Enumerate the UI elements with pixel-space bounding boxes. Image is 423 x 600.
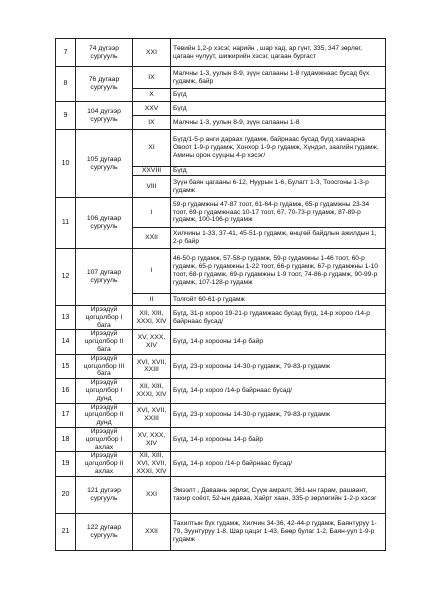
area-description: Бүгд [171,102,386,116]
area-description: Бүгд, 14-р хороо /14-р байрнаас бусад/ [171,379,386,403]
row-number: 11 [56,198,76,249]
table-row [56,403,386,427]
area-description: Бүгд, 23-р хорооны 14-30-р гудамж, 79-83-р гудамж [171,354,386,378]
table-row [56,513,386,550]
khoroo-number: I [133,249,171,294]
row-number: 19 [56,452,76,476]
row-number: 21 [56,513,76,550]
khoroo-number: IX [133,116,171,130]
table-body [56,39,386,551]
school-name: 122 дугаар сургууль [76,513,133,550]
school-district-table [55,38,386,551]
khoroo-number: X [133,89,171,102]
row-number: 14 [56,330,76,354]
table-row [56,452,386,476]
khoroo-number: XXII [133,513,171,550]
area-description: Эмээлт , Даваань зөрлэг, Сүүж амралт, 361-ын гарам, рашаант, тахир соёот, 52-ын даваа, Хайрт хаан, 335-р зөрлөгийн 1-2-р хэсэг [171,476,386,513]
row-number: 20 [56,476,76,513]
area-description: Зүүн баян цагааны 6-12, Нуурын 1-6, Булагт 1-3, Тоосгоны 1-3-р гудамж [171,176,386,198]
table-row [56,379,386,403]
row-number: 17 [56,403,76,427]
area-description: Бүгд, 14-р хорооны 14-р байр [171,330,386,354]
school-name: 106 дугаар сургууль [76,198,133,249]
khoroo-number: XII, XIII, XXXI, XIV [133,306,171,330]
school-name: Ирээдүй цогцолбор I бага [76,306,133,330]
row-number: 13 [56,306,76,330]
row-number: 9 [56,102,76,130]
school-name: Ирээдүй цогцолбор III бага [76,354,133,378]
school-name: 74 дүгээр сургууль [76,39,133,67]
school-name: Ирээдүй цогцолбор II дунд [76,403,133,427]
row-number: 10 [56,130,76,198]
khoroo-number: XV, XXX, XIV [133,330,171,354]
area-description: Бүгд, 31-р хороо 19-21-р гудамжаас бусад бүгд, 14-р хороо /14-р байрнаас бусад/ [171,306,386,330]
school-name: Ирээдүй цогцолбор I ахлах [76,427,133,451]
table-row [56,330,386,354]
khoroo-number: XXVIII [133,167,171,176]
khoroo-number: VIII [133,176,171,198]
row-number: 18 [56,427,76,451]
row-number: 16 [56,379,76,403]
khoroo-number: XI [133,130,171,167]
khoroo-number: XVI, XVII, XXIII [133,403,171,427]
area-description: Бүгд, 14-р хорооны 14-р байр [171,427,386,451]
area-description: Тахилтын бүх гудамж, Хилчин 34-36, 42-44-р гудамж, Баянтуруу 1-79, Зуунтуруу 1-8, Шар цацэг 1-43, Бөөр булаг 1-2, Баян-уул 1-9-р гудамж [171,513,386,550]
table-row [56,198,386,228]
khoroo-number: XXV [133,102,171,116]
area-description: 59-р гудамжны 47-87 тоот, 61-64-р гудамж, 65-р гудамжны 23-34 тоот, 69-р гудамжнаас 10-17 тоот, 67, 70-73-р гудамж, 87-89-р гудамж, 100-106-р гудамж [171,198,386,228]
row-number: 12 [56,249,76,306]
school-name: Ирээдүй цогцолбор II бага [76,330,133,354]
area-description: 46-50-р гудамж, 57-58-р гудамж, 59-р гудамжны 1-46 тоот, 60-р гудамж, 65-р гудамжны 1-22 тоот, 66-р гудамж, 67-р гудамжны 1-10 тоот, 68-р гудамж, 69-р гудамжны 1-9 тоот, 74-86-р гудамж, 90-99-р гудамж, 107-128-р гудамж [171,249,386,294]
table-row [56,354,386,378]
table-row [56,306,386,330]
area-description: Бүгд, 23-р хорооны 14-30-р гудамж, 79-83-р гудамж [171,403,386,427]
table-row [56,67,386,89]
area-description: Төвийн 1,2-р хэсэг, нарийн , шар хад, ар гүнт, 335, 347 зөрлөг, цагаан чулуут, шижирийн хэсэг, цагаан бургаст [171,39,386,67]
table-row [56,39,386,67]
school-name: 76 дугаар сургууль [76,67,133,102]
table-row [56,102,386,116]
khoroo-number: XXI [133,476,171,513]
area-description: Бүгд, 14-р хороо /14-р байрнаас бусад/ [171,452,386,476]
khoroo-number: II [133,294,171,306]
row-number: 7 [56,39,76,67]
area-description: Малчны 1-3, уулын 8-9, зүүн салааны 1-8 [171,116,386,130]
school-name: Ирээдүй цогцолбор I дунд [76,379,133,403]
school-name: 105 дугаар сургууль [76,130,133,198]
table-row [56,427,386,451]
area-description: Бүгд/1-5-р анги дараах гудамж, байрнаас бусад бүгд хамаарна Овоот 1-9-р гудамж, Хонхор 1-9-р гудамж, Хүндэл, заагийн гудамж, Амины орон сууцны 4-р хэсэг/ [171,130,386,167]
khoroo-number: XXI [133,39,171,67]
area-description: Малчны 1-3, уулын 8-9, зүүн салааны 1-8 гудамжнаас бусад бүх гудамж, байр [171,67,386,89]
khoroo-number: I [133,198,171,228]
khoroo-number: XII, XIII, XVI, XVII, XXXI, XIV [133,452,171,476]
table-row [56,130,386,167]
khoroo-number: IX [133,67,171,89]
row-number: 8 [56,67,76,102]
area-description: Бүгд [171,167,386,176]
school-name: 107 дугаар сургууль [76,249,133,306]
khoroo-number: XVI, XVII, XXIII [133,354,171,378]
row-number: 15 [56,354,76,378]
khoroo-number: XII, XIII, XXXI, XIV [133,379,171,403]
school-name: 121 дүгээр сургууль [76,476,133,513]
khoroo-number: XXII [133,228,171,249]
area-description: Толгойт 60-61-р гудамж [171,294,386,306]
school-name: Ирээдүй цогцолбор II ахлах [76,452,133,476]
table-row [56,249,386,294]
area-description: Хилчины 1-33, 37-41, 45-51-р гудамж, өнцгөй байдлын ажилдын 1, 2-р байр [171,228,386,249]
table-row [56,476,386,513]
school-name: 104 дүгээр сургууль [76,102,133,130]
khoroo-number: XV, XXX, XIV [133,427,171,451]
area-description: Бүгд [171,89,386,102]
